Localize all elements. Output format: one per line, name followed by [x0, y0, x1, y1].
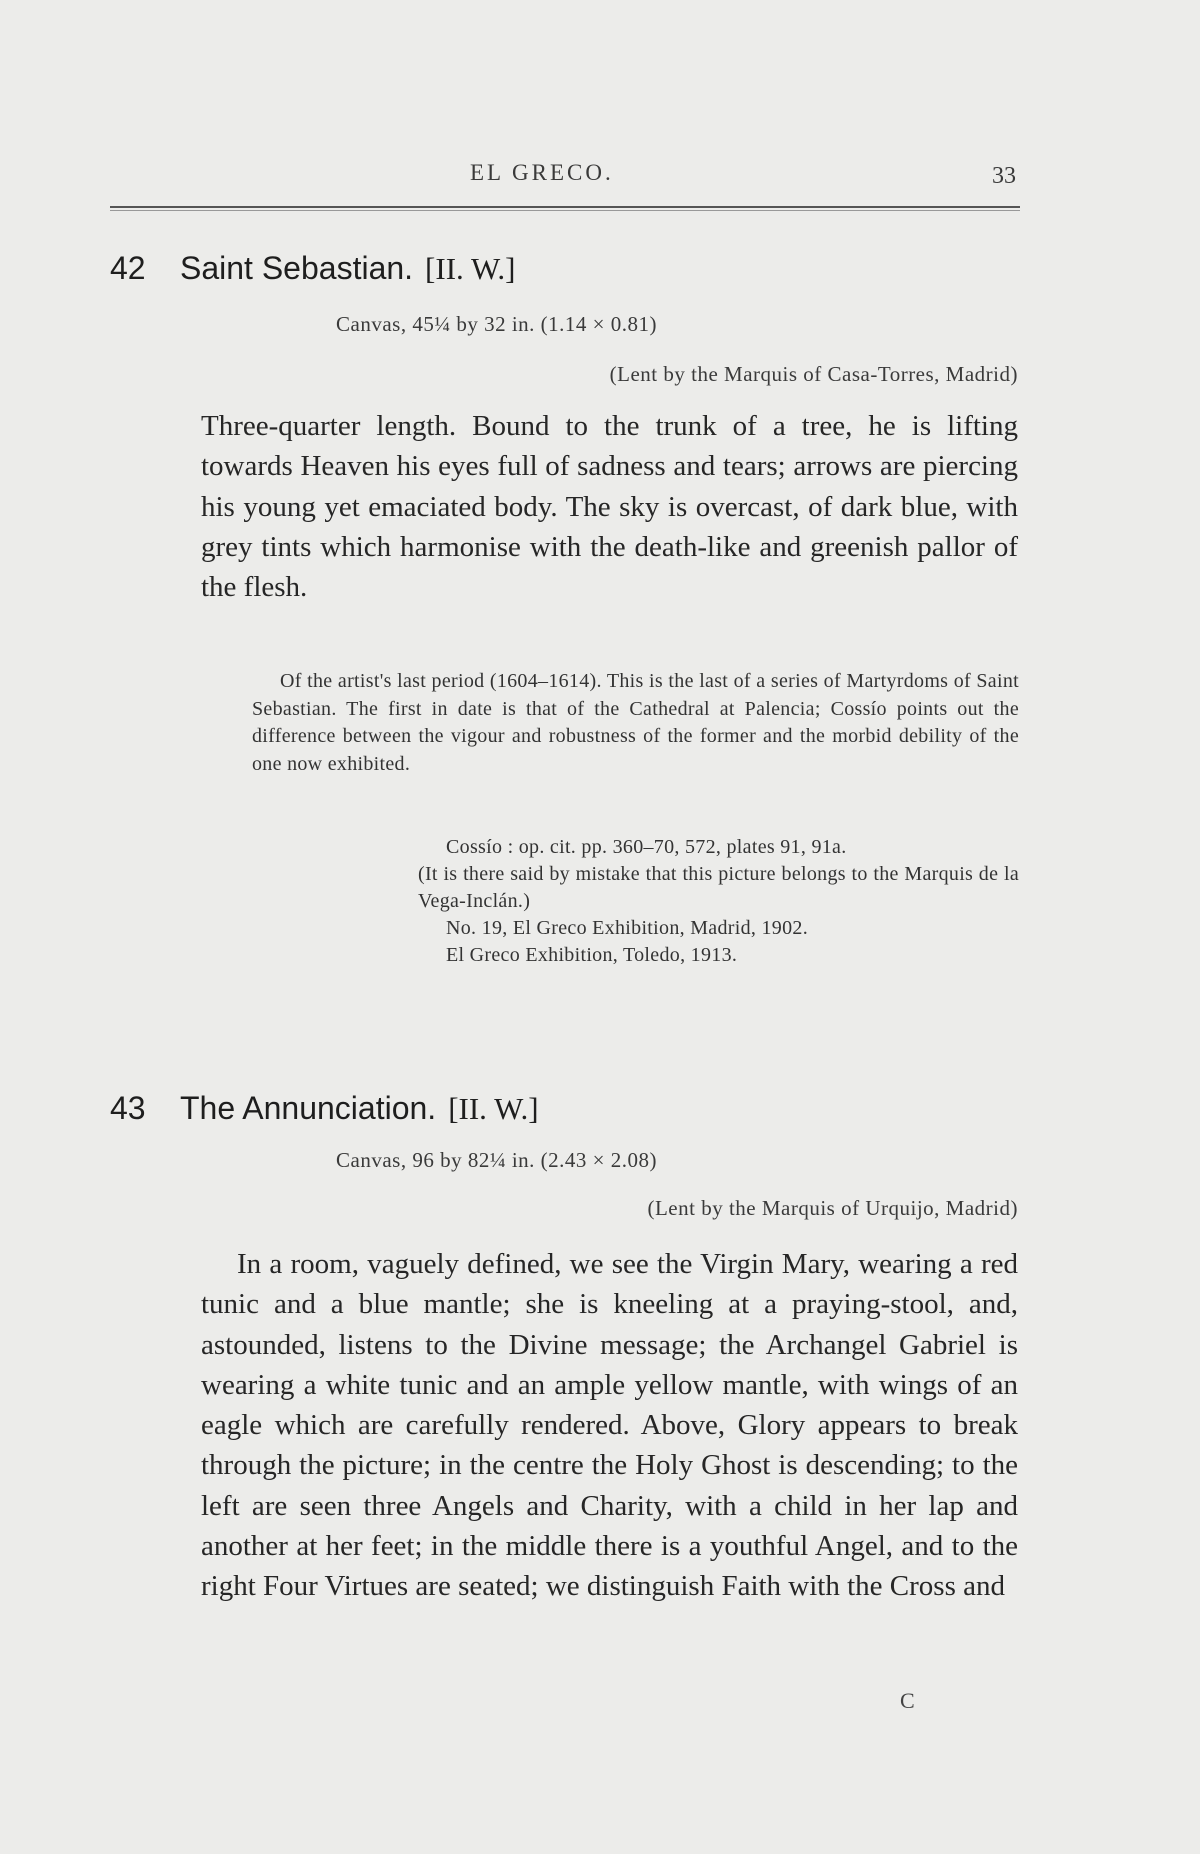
- catalogue-reference: [II. W.]: [425, 251, 516, 286]
- entry-43-canvas-dimensions: Canvas, 96 by 82¼ in. (2.43 × 2.08): [336, 1148, 657, 1172]
- reference-line: El Greco Exhibition, Toledo, 1913.: [446, 944, 738, 966]
- entry-42-canvas-dimensions: Canvas, 45¼ by 32 in. (1.14 × 0.81): [336, 312, 657, 336]
- entry-42-heading: [110, 250, 1010, 287]
- entry-title: The Annunciation.: [180, 1090, 437, 1126]
- entry-number: 42: [110, 250, 146, 286]
- entry-42-note: Of the artist's last period (1604–1614). This is the last of a series of Martyrdoms of Saint Sebastian. The first in date is that of the Cathedral at Palencia; Cossío points out the difference between the vigour and robustness of the former and the morbid debility of the one now exhibited.: [252, 670, 1019, 775]
- entry-43-lender: (Lent by the Marquis of Urquijo, Madrid): [647, 1196, 1018, 1220]
- entry-43-description: In a room, vaguely defined, we see the Virgin Mary, wearing a red tunic and a blue mantle; she is kneeling at a praying-stool, and, astounded, listens to the Divine message; the Archangel Gabriel is wearing a white tunic and an ample yellow mantle, with wings of an eagle which are carefully rendered. Above, Glory appears to break through the picture; in the centre the Holy Ghost is descending; to the left are seen three Angels and Charity, with a child in her lap and another at her feet; in the middle there is a youthful Angel, and to the right Four Virtues are seated; we distinguish Faith with the Cross and: [201, 1248, 1018, 1603]
- catalogue-reference: [II. W.]: [448, 1091, 539, 1126]
- entry-42-lender: (Lent by the Marquis of Casa-Torres, Madrid): [609, 362, 1018, 386]
- reference-line: No. 19, El Greco Exhibition, Madrid, 1902.: [446, 917, 808, 939]
- signature-mark: C: [900, 1688, 915, 1713]
- entry-42-description: Three-quarter length. Bound to the trunk of a tree, he is lifting towards Heaven his eyes full of sadness and tears; arrows are piercing his young yet emaciated body. The sky is overcast, of dark blue, with grey tints which harmonise with the death-like and greenish pallor of the flesh.: [201, 410, 1018, 604]
- reference-line: (It is there said by mistake that this picture belongs to the Marquis de la Vega-Inclán.): [418, 863, 1019, 912]
- entry-42-references: [418, 834, 1019, 969]
- entry-title: Saint Sebastian.: [180, 250, 414, 286]
- entry-43-heading: [110, 1090, 1010, 1127]
- header-rule-thin: [110, 210, 1020, 211]
- entry-number: 43: [110, 1090, 146, 1126]
- page-number: 33: [992, 163, 1016, 189]
- header-rule: [110, 206, 1020, 208]
- running-header: EL GRECO.: [470, 160, 614, 185]
- reference-line: Cossío : op. cit. pp. 360–70, 572, plates 91, 91a.: [446, 836, 847, 858]
